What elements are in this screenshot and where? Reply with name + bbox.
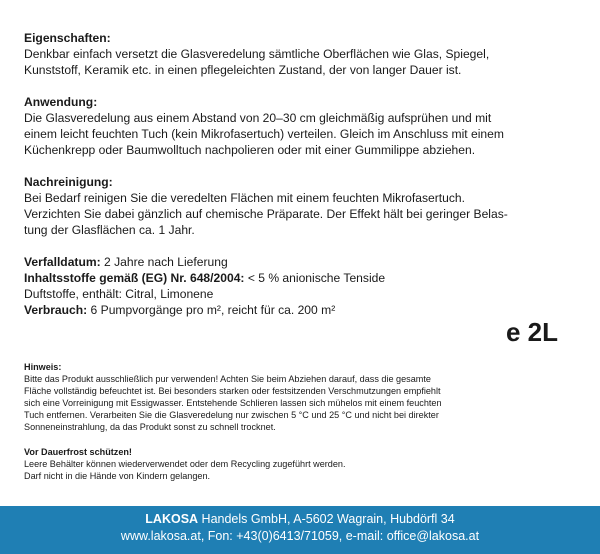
hint-heading: Hinweis: <box>24 362 62 372</box>
application-text-line-3: Küchenkrepp oder Baumwolltuch nachpolieren oder mit einer Gummilippe abziehen. <box>24 143 476 157</box>
properties-heading: Eigenschaften: <box>24 31 111 45</box>
footer-address-line <box>0 511 600 528</box>
specs-section <box>24 254 584 318</box>
frost-block <box>24 446 584 482</box>
volume-mark: e 2L <box>506 317 559 347</box>
footer-address: Handels GmbH, A-5602 Wagrain, Hubdörfl 34 <box>198 512 455 526</box>
footer-contact-line: www.lakosa.at, Fon: +43(0)6413/71059, e-mail: office@lakosa.at <box>120 529 480 543</box>
application-text-line-1: Die Glasveredelung aus einem Abstand von 20–30 cm gleichmäßig aufsprühen und mit <box>24 111 492 125</box>
application-section <box>24 94 584 158</box>
hint-line: Sonneneinstrahlung, da das Produkt sonst zu schnell trocknet. <box>24 422 276 433</box>
properties-text-line-1: Denkbar einfach versetzt die Glasveredelung sämtliche Oberflächen wie Glas, Spiegel, <box>24 47 490 61</box>
usage-value: 6 Pumpvorgänge pro m², reicht für ca. 200 m² <box>87 303 336 317</box>
ingredients-value: < 5 % anionische Tenside <box>244 271 386 285</box>
properties-text-line-2: Kunststoff, Keramik etc. in einen pflegeleichten Zustand, der von langer Dauer ist. <box>24 63 462 77</box>
properties-section <box>24 30 584 78</box>
frost-label: Vor Dauerfrost schützen! <box>24 446 132 457</box>
hint-line: sich eine Vorreinigung mit Essigwasser. Entstehende Schlieren lassen sich mühelos mit einem feuchten <box>24 398 442 409</box>
frost-line <box>24 446 584 470</box>
ingredients-label: Inhaltsstoffe gemäß (EG) Nr. 648/2004: <box>24 271 245 285</box>
frost-text: Leere Behälter können wiederverwendet oder dem Recycling zugeführt werden. <box>24 458 346 469</box>
expiry-value: 2 Jahre nach Lieferung <box>100 255 228 269</box>
fragrance-line: Duftstoffe, enthält: Citral, Limonene <box>24 287 214 301</box>
frost-line-2: Darf nicht in die Hände von Kindern gelangen. <box>24 470 211 481</box>
expiry-label: Verfalldatum: <box>24 255 101 269</box>
usage-line <box>24 302 584 318</box>
hint-line: Fläche vollständig befeuchtet ist. Bei besonders starken oder festsitzenden Verschmutzungen empfiehlt <box>24 386 441 397</box>
application-text-line-2: einem leicht feuchten Tuch (kein Mikrofasertuch) verteilen. Gleich im Anschluss mit einem <box>24 127 504 141</box>
cleaning-text-line-1: Bei Bedarf reinigen Sie die veredelten Flächen mit einem feuchten Mikrofasertuch. <box>24 191 465 205</box>
product-label-content <box>24 30 584 334</box>
company-footer <box>0 506 600 554</box>
application-heading: Anwendung: <box>24 95 98 109</box>
hint-block <box>24 361 584 434</box>
cleaning-heading: Nachreinigung: <box>24 175 113 189</box>
expiry-line <box>24 254 584 270</box>
cleaning-text-line-2: Verzichten Sie dabei gänzlich auf chemische Präparate. Der Effekt hält bei geringer Belas- <box>24 207 508 221</box>
notes-section <box>24 361 584 494</box>
cleaning-text-line-3: tung der Glasflächen ca. 1 Jahr. <box>24 223 195 237</box>
hint-line: Tuch entfernen. Verarbeiten Sie die Glasveredelung nur zwischen 5 °C und 25 °C und nicht bei direkter <box>24 410 439 421</box>
usage-label: Verbrauch: <box>24 303 88 317</box>
ingredients-line <box>24 270 584 286</box>
cleaning-section <box>24 174 584 238</box>
footer-brand: LAKOSA <box>145 512 199 526</box>
hint-line: Bitte das Produkt ausschließlich pur verwenden! Achten Sie beim Abziehen darauf, dass die gesamte <box>24 374 431 385</box>
